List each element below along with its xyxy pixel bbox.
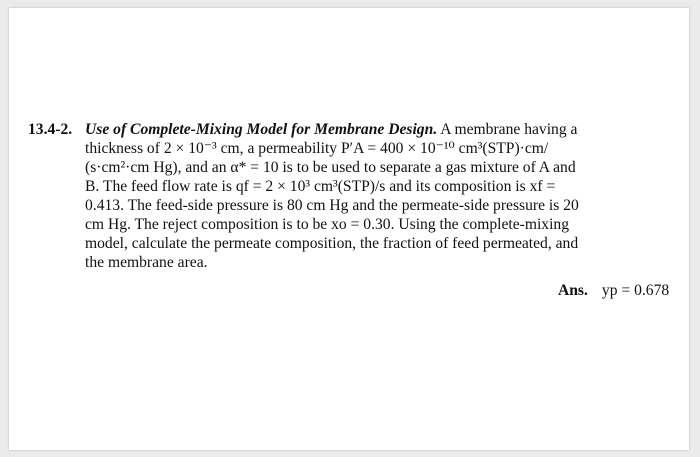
problem-text-line: model, calculate the permeate composition, the fraction of feed permeated, and [85, 235, 579, 252]
problem-text-line: thickness of 2 × 10⁻³ cm, a permeability P′A = 400 × 10⁻¹⁰ cm³(STP)·cm/ [85, 140, 549, 157]
problem-number: 13.4-2. [28, 121, 73, 138]
problem-text-line: A membrane having a [440, 121, 578, 138]
answer-value: yp = 0.678 [601, 282, 670, 299]
problem-text-line: B. The feed flow rate is qf = 2 × 10³ cm³(STP)/s and its composition is xf = [85, 178, 556, 195]
problem-title: Use of Complete-Mixing Model for Membrane Design. [85, 121, 438, 138]
answer-label: Ans. [558, 282, 588, 299]
problem-text-line: 0.413. The feed-side pressure is 80 cm Hg and the permeate-side pressure is 20 [85, 197, 579, 214]
problem-text-line: (s·cm²·cm Hg), and an α* = 10 is to be used to separate a gas mixture of A and [85, 159, 576, 176]
problem-text-line: cm Hg. The reject composition is to be xo = 0.30. Using the complete-mixing [85, 216, 570, 233]
answer-line [558, 281, 669, 300]
problem-text [85, 120, 688, 272]
problem-line-1 [85, 120, 688, 139]
document-page [9, 8, 689, 450]
problem-text-line: the membrane area. [85, 254, 208, 271]
